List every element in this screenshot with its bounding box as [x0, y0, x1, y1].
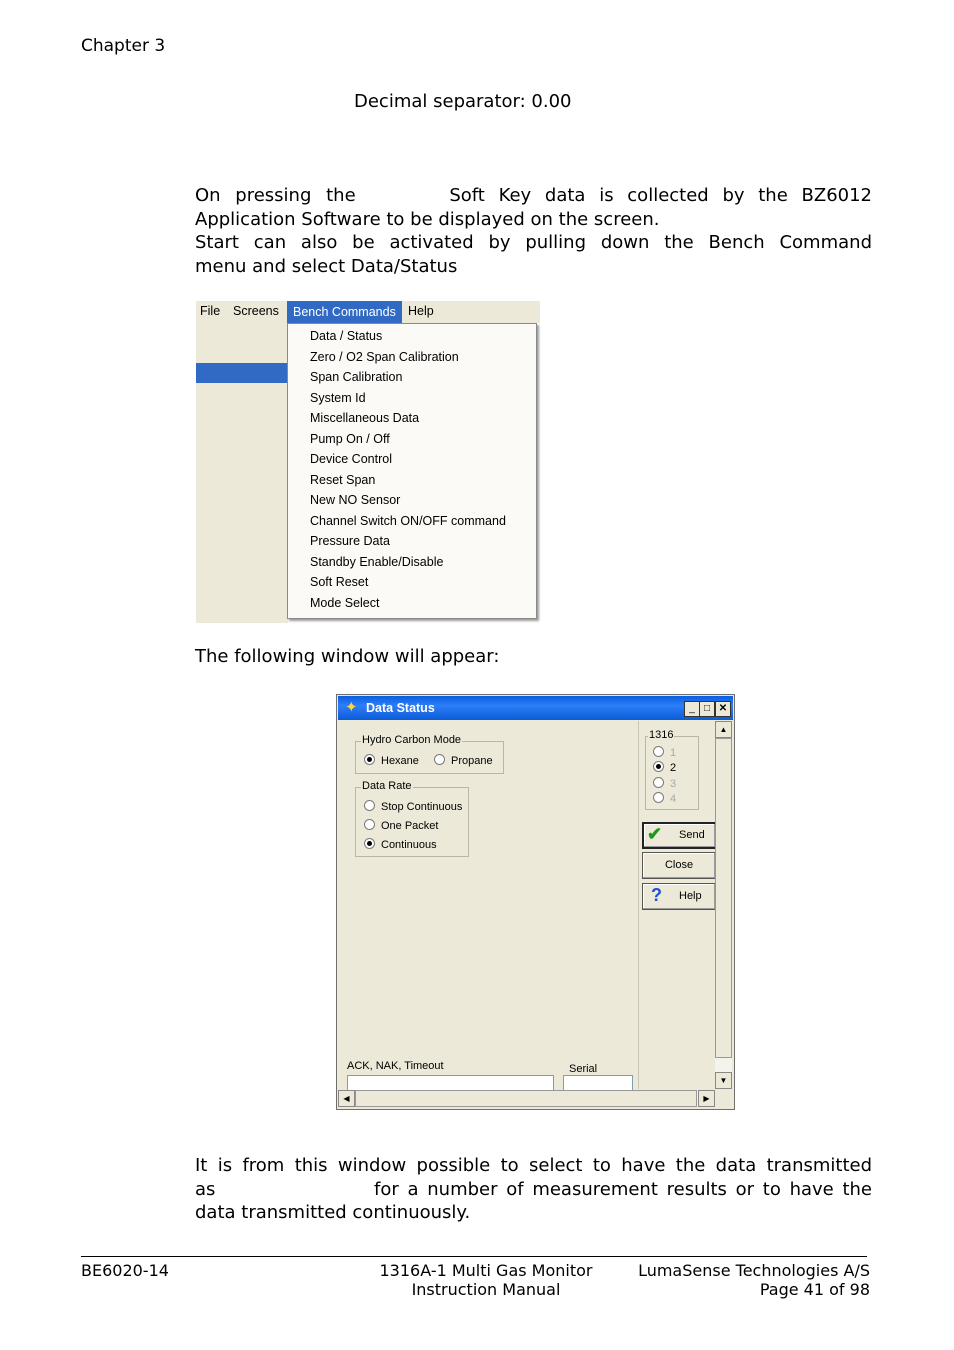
- ack-nak-label: ACK, NAK, Timeout: [347, 1060, 444, 1072]
- propane-label: Propane: [451, 755, 493, 767]
- para2-line2-b: for a number of measurement results or to have the: [374, 1178, 872, 1200]
- continuous-radio[interactable]: [364, 838, 437, 851]
- para1-line4: menu and select Data/Status: [195, 255, 458, 277]
- stop-continuous-label: Stop Continuous: [381, 801, 463, 813]
- vertical-scrollbar[interactable]: [715, 721, 732, 1089]
- propane-radio[interactable]: [434, 754, 493, 767]
- serial-number-label: Serial: [569, 1063, 598, 1075]
- horizontal-scroll-thumb[interactable]: [355, 1090, 697, 1107]
- continuous-label: Continuous: [381, 839, 437, 851]
- menu-item-pump[interactable]: Pump On / Off: [310, 431, 390, 446]
- channel-3-radio[interactable]: [653, 777, 676, 790]
- menu-item-zero-span[interactable]: Zero / O2 Span Calibration: [310, 349, 459, 364]
- content-panel: [338, 721, 639, 1089]
- ack-nak-field[interactable]: [347, 1075, 554, 1091]
- para2-line1: It is from this window possible to select to have the data transmitted: [195, 1155, 872, 1176]
- background-selection: [196, 363, 288, 383]
- hydro-carbon-group: [355, 734, 504, 774]
- footer-rule: [81, 1256, 867, 1257]
- data-rate-label: Data Rate: [362, 780, 412, 792]
- closing-paragraph: [195, 1154, 872, 1225]
- checkmark-icon: ✔: [647, 824, 663, 844]
- para1-line2: Application Software to be displayed on the screen.: [195, 208, 660, 230]
- menu-item-pressure-data[interactable]: Pressure Data: [310, 534, 390, 548]
- menu-bench-commands[interactable]: Bench Commands: [287, 301, 402, 323]
- menu-item-new-no-sensor[interactable]: New NO Sensor: [310, 493, 401, 507]
- serial-number-field[interactable]: [563, 1075, 633, 1091]
- data-rate-group: [355, 780, 469, 857]
- one-packet-radio[interactable]: [364, 819, 438, 832]
- hexane-label: Hexane: [381, 755, 419, 767]
- intro-paragraph: [195, 184, 872, 278]
- maximize-icon[interactable]: □: [699, 701, 715, 717]
- channel-4-label: 4: [670, 793, 677, 805]
- para1-line1-a: On pressing the: [195, 185, 356, 206]
- menu-item-device-control[interactable]: Device Control: [310, 452, 392, 466]
- scroll-up-icon[interactable]: ▲: [715, 721, 732, 738]
- channel-3-label: 3: [670, 778, 677, 790]
- menu-item-span-calibration[interactable]: Span Calibration: [310, 370, 403, 384]
- window-titlebar: [338, 696, 733, 720]
- menu-item-mode-select[interactable]: Mode Select: [310, 595, 380, 610]
- para2-line3: data transmitted continuously.: [195, 1202, 471, 1223]
- menu-file[interactable]: File: [200, 304, 221, 318]
- vertical-scroll-thumb[interactable]: [715, 738, 732, 1058]
- footer-product: 1316A-1 Multi Gas Monitor: [379, 1261, 593, 1280]
- app-icon: ✦: [345, 699, 358, 716]
- minimize-icon[interactable]: _: [684, 701, 700, 717]
- channel-2-label: 2: [670, 762, 677, 774]
- send-button[interactable]: [642, 822, 717, 849]
- menu-help[interactable]: Help: [408, 304, 434, 318]
- footer-right-block: [600, 1261, 870, 1299]
- footer-page: Page 41 of 98: [759, 1280, 870, 1299]
- channel-1-label: 1: [670, 747, 677, 759]
- channel-1-radio[interactable]: [653, 746, 676, 759]
- footer-company: LumaSense Technologies A/S: [638, 1261, 870, 1280]
- following-window-text: The following window will appear:: [195, 646, 500, 667]
- help-button[interactable]: [642, 883, 716, 910]
- channel-group-label: 1316: [649, 729, 674, 741]
- decimal-separator-text: Decimal separator: 0.00: [354, 91, 572, 112]
- para1-line1-b: Soft Key data is collected by the BZ6012: [449, 185, 872, 206]
- menu-item-soft-reset[interactable]: Soft Reset: [310, 575, 369, 589]
- footer-product-block: [377, 1261, 595, 1299]
- hexane-radio[interactable]: [364, 754, 419, 767]
- scroll-right-icon[interactable]: ▶: [698, 1090, 715, 1107]
- menu-item-standby[interactable]: Standby Enable/Disable: [310, 554, 444, 569]
- menu-item-reset-span[interactable]: Reset Span: [310, 472, 376, 487]
- chapter-header: Chapter 3: [81, 36, 166, 56]
- one-packet-label: One Packet: [381, 820, 439, 832]
- menu-item-channel-switch[interactable]: Channel Switch ON/OFF command: [310, 513, 506, 528]
- para1-line3: Start can also be activated by pulling down the Bench Command: [195, 232, 872, 253]
- bench-commands-dropdown: [287, 323, 537, 619]
- scroll-left-icon[interactable]: ◀: [338, 1090, 355, 1107]
- close-button[interactable]: Close: [642, 852, 716, 879]
- menu-screens[interactable]: Screens: [233, 304, 279, 318]
- channel-group: [645, 729, 699, 810]
- channel-2-radio[interactable]: [653, 761, 676, 774]
- menubar: [196, 301, 540, 323]
- menu-item-miscellaneous-data[interactable]: Miscellaneous Data: [310, 411, 420, 425]
- footer-doc-id: BE6020-14: [81, 1261, 169, 1280]
- bench-commands-menu-screenshot: [196, 301, 540, 623]
- footer-manual: Instruction Manual: [411, 1280, 561, 1299]
- background-pane: [196, 323, 288, 623]
- close-icon[interactable]: ✕: [715, 701, 731, 717]
- question-icon: ?: [651, 885, 662, 905]
- send-label: Send: [679, 829, 705, 841]
- data-status-window: [336, 694, 735, 1110]
- para2-line2-a: as: [195, 1178, 216, 1200]
- hydro-carbon-label: Hydro Carbon Mode: [362, 734, 462, 746]
- channel-4-radio[interactable]: [653, 792, 676, 805]
- stop-continuous-radio[interactable]: [364, 800, 462, 813]
- scroll-down-icon[interactable]: ▼: [715, 1072, 732, 1089]
- horizontal-scrollbar[interactable]: [338, 1090, 715, 1107]
- window-title: Data Status: [366, 701, 435, 715]
- help-label: Help: [679, 890, 702, 902]
- menu-item-system-id[interactable]: System Id: [310, 390, 366, 405]
- menu-item-data-status[interactable]: Data / Status: [310, 329, 383, 343]
